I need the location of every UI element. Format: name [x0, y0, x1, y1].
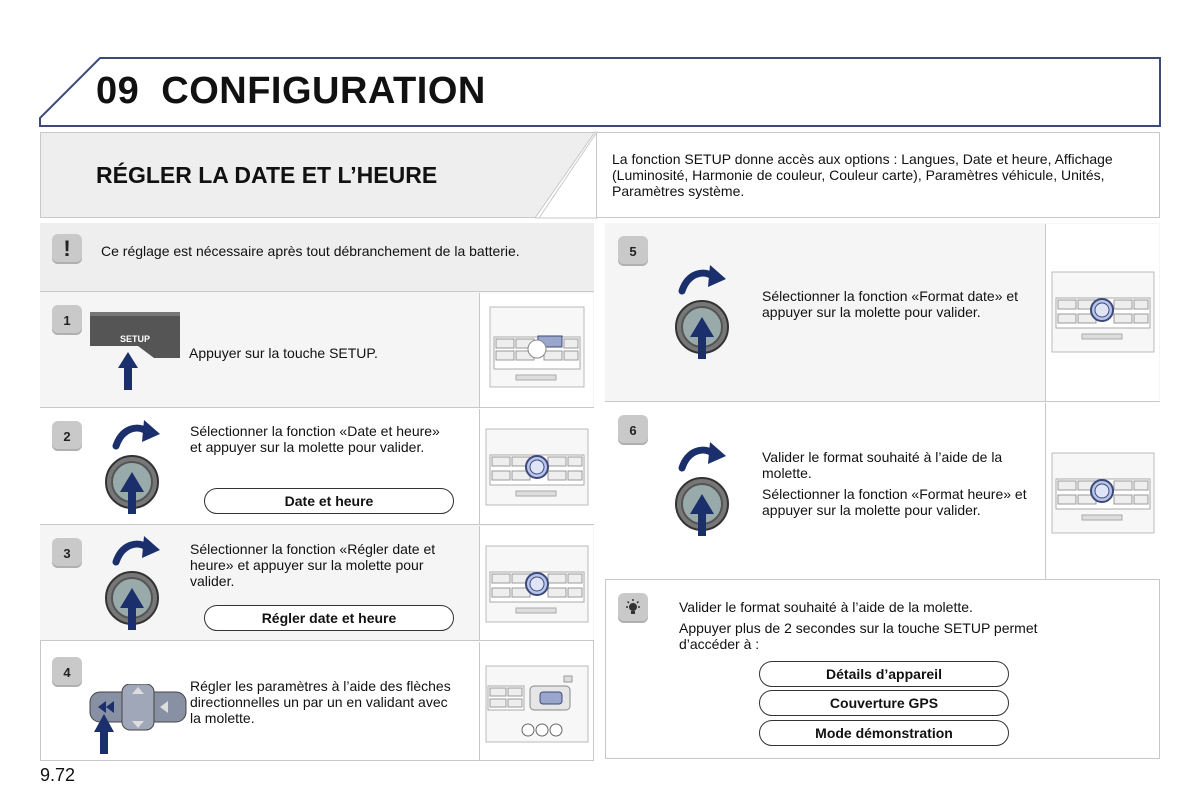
- rotary-knob-icon: [670, 440, 740, 540]
- warning-text: Ce réglage est nécessaire après tout débranchement de la batterie.: [101, 243, 520, 259]
- chapter-heading: [96, 70, 486, 113]
- setup-key-icon: [90, 312, 186, 390]
- step-1-badge: 1: [52, 305, 82, 335]
- step-5-radio-thumb: [1045, 224, 1159, 401]
- step-2-text: Sélectionner la fonction «Date et heure» et appuyer sur la molette pour valider.: [190, 423, 440, 455]
- step-6-text-1: Valider le format souhaité à l’aide de la molette.: [762, 449, 1003, 481]
- step-4-radio-thumb: [479, 642, 593, 760]
- step-1-text: Appuyer sur la touche SETUP.: [189, 345, 378, 361]
- step-2-badge: 2: [52, 421, 82, 451]
- step-5-text: Sélectionner la fonction «Format date» et appuyer sur la molette pour valider.: [762, 288, 1019, 320]
- step-3-badge: 3: [52, 538, 82, 568]
- details-appareil-button[interactable]: Détails d’appareil: [759, 661, 1009, 687]
- step-6-radio-thumb: [1045, 403, 1159, 579]
- step-5-badge: 5: [618, 236, 648, 266]
- regler-date-heure-button[interactable]: Régler date et heure: [204, 605, 454, 631]
- rotary-knob-icon: [104, 418, 174, 518]
- page-number: 9.72: [40, 765, 76, 785]
- step-4-badge: 4: [52, 657, 82, 687]
- tip-text-2: Appuyer plus de 2 secondes sur la touche SETUP permet d’accéder à :: [679, 620, 1038, 652]
- lightbulb-icon: [618, 593, 648, 623]
- step-6-badge: 6: [618, 415, 648, 445]
- chapter-title: CONFIGURATION: [161, 70, 486, 112]
- tip-text-1: Valider le format souhaité à l’aide de la molette.: [679, 599, 973, 615]
- svg-text:SETUP: SETUP: [120, 334, 151, 344]
- section-title: RÉGLER LA DATE ET L’HEURE: [96, 162, 438, 188]
- intro-text: La fonction SETUP donne accès aux options : Langues, Date et heure, Affichage (Luminosité, Harmonie de couleur, Couleur carte), Paramètres véhicule, Unités, Paramètres système.: [612, 151, 1113, 199]
- step-3-radio-thumb: [479, 526, 593, 640]
- step-1-radio-thumb: [479, 293, 593, 407]
- exclamation-icon: !: [52, 234, 82, 264]
- rotary-knob-icon: [104, 534, 174, 634]
- mode-demonstration-button[interactable]: Mode démonstration: [759, 720, 1009, 746]
- date-heure-button[interactable]: Date et heure: [204, 488, 454, 514]
- chapter-number: 09: [96, 70, 140, 112]
- step-3-text: Sélectionner la fonction «Régler date et heure» et appuyer sur la molette pour valider.: [190, 541, 436, 589]
- couverture-gps-button[interactable]: Couverture GPS: [759, 690, 1009, 716]
- step-4-text: Régler les paramètres à l’aide des flèches directionnelles un par un en validant avec la molette.: [190, 678, 451, 726]
- step-2-radio-thumb: [479, 409, 593, 524]
- arrow-pad-icon: [88, 684, 188, 754]
- rotary-knob-icon: [670, 263, 740, 363]
- step-6-text-2: Sélectionner la fonction «Format heure» et appuyer sur la molette pour valider.: [762, 486, 1027, 518]
